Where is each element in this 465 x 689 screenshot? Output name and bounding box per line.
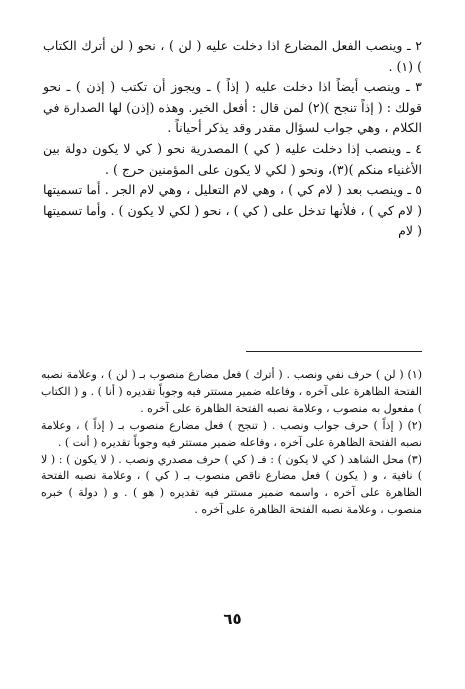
footnote-3: (٣) محل الشاهد ( كي لا يكون ) : فـ ( كي ) حرف مصدري ونصب . ( لا يكون ) : ( لا ) نافية ، و ( يكون ) فعل مضارع ناقص منصوب بـ ( كي ) ، وعلامة نصبه الفتحة الظاهرة على آخره ، واسمه ضمير مستتر فيه تقديره ( هو ) . و ( دولة ) خبره منصوب ، وعلامة نصبه الفتحة الظاهرة على آخره . xyxy=(41,452,422,517)
footnote-2: (٢) ( إذاً ) حرف جواب ونصب . ( تنجح ) فعل مضارع منصوب بـ ( إذاً ) ، وعلامة نصبه الفتحة الظاهرة على آخره ، وفاعله ضمير مستتر فيه وجوباً تقديره ( أنت ) . xyxy=(41,418,422,449)
main-text xyxy=(43,36,422,242)
paragraph-rule-2: ٢ ـ وينصب الفعل المضارع اذا دخلت عليه ( لن ) ، نحو ( لن أترك الكتاب ) (١) . xyxy=(43,38,422,74)
page-number: ٦٥ xyxy=(223,610,242,628)
paragraph-rule-3: ٣ ـ وينصب أيضاً اذا دخلت عليه ( إذاً ) ـ ويجوز أن تكتب ( إذن ) ـ نحو قولك : ( إذاً تنجح )(٢) لمن قال : أفعل الخير. وهذه (إذن) لها الصدارة في الكلام ، وهي جواب لسؤال مقدر وقد يذكر أحياناً . xyxy=(43,79,422,136)
paragraph-rule-5: ٥ ـ وينصب بعد ( لام كي ) ، وهي لام التعليل ، وهي لام الجر . أما تسميتها ( لام كي ) ، فلأنها تدخل على ( كي ) ، نحو ( لكي لا يكون ) . وأما تسميتها ( لام xyxy=(43,182,422,239)
footnote-divider xyxy=(246,351,422,352)
paragraph-rule-4: ٤ ـ وينصب إذا دخلت عليه ( كي ) المصدرية نحو ( كي لا يكون دولة بين الأغنياء منكم )(٣)، ونحو ( لكي لا يكون على المؤمنين حرج ) . xyxy=(43,140,422,177)
footnotes xyxy=(41,367,422,519)
footnote-1: (١) ( لن ) حرف نفي ونصب . ( أترك ) فعل مضارع منصوب بـ ( لن ) ، وعلامة نصبه الفتحة الظاهرة على آخره ، وفاعله ضمير مستتر فيه وجوباً تقديره ( أنا ) . و ( الكتاب ) مفعول به منصوب ، وعلامة نصبه الفتحة الظاهرة على آخره . xyxy=(41,368,422,415)
